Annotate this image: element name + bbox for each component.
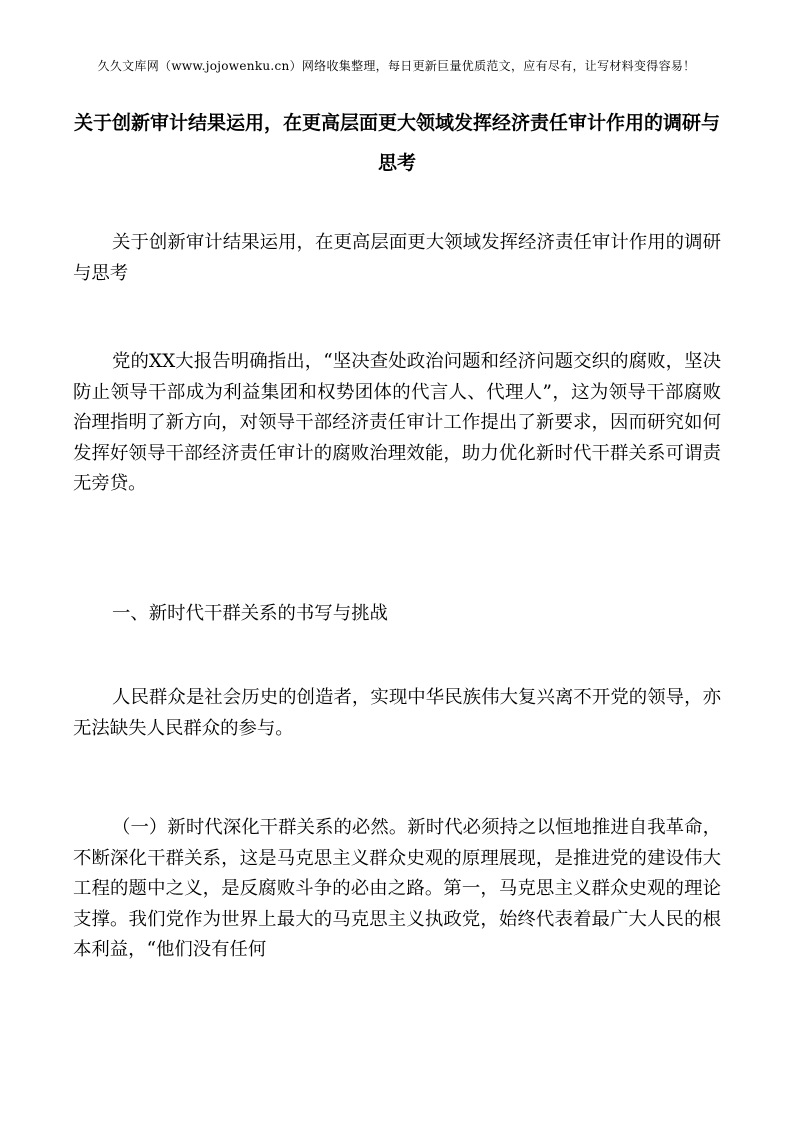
paragraph-subtitle: 关于创新审计结果运用，在更高层面更大领域发挥经济责任审计作用的调研与思考: [73, 232, 721, 284]
section-heading-1: 一、新时代干群关系的书写与挑战: [112, 603, 388, 624]
paragraph-people: 人民群众是社会历史的创造者，实现中华民族伟大复兴离不开党的领导，亦无法缺失人民群众的参与。: [73, 687, 721, 739]
site-header-note: 久久文库网（www.jojowenku.cn）网络收集整理，每日更新巨量优质范文，应有尽有，让写材料变得容易！: [97, 59, 696, 73]
paragraph-intro: 党的XX大报告明确指出，“坚决查处政治问题和经济问题交织的腐败，坚决防止领导干部成为利益集团和权势团体的代言人、代理人”，这为领导干部腐败治理指明了新方向，对领导干部经济责任审计工作提出了新要求，因而研究如何发挥好领导干部经济责任审计的腐败治理效能，助力优化新时代干群关系可谓责无旁贷。: [73, 351, 721, 495]
document-title: 关于创新审计结果运用，在更高层面更大领域发挥经济责任审计作用的调研与思考: [73, 112, 720, 174]
paragraph-subsection-1: （一）新时代深化干群关系的必然。新时代必须持之以恒地推进自我革命，不断深化干群关系，这是马克思主义群众史观的原理展现，是推进党的建设伟大工程的题中之义，是反腐败斗争的必由之路。第一，马克思主义群众史观的理论支撑。我们党作为世界上最大的马克思主义执政党，始终代表着最广大人民的根本利益，“他们没有任何: [73, 817, 721, 961]
